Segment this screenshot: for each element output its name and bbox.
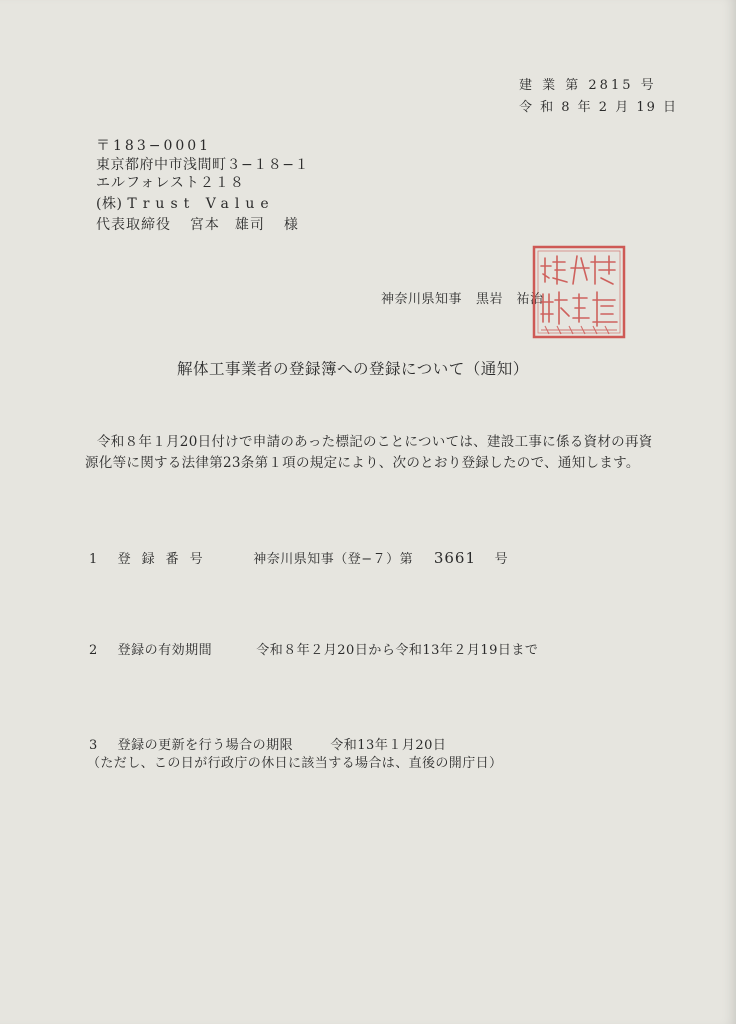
company-name: Trust Value [127,196,275,212]
issuer-name: 黒岩 祐治 [476,292,544,307]
item1-label: 登録番号 [117,552,214,567]
document-number: 建 業 第 2815 号 [519,78,657,93]
document-date: 令 和 8 年 2 月 19 日 [519,100,679,115]
official-seal-icon [531,244,627,340]
recipient-company [96,193,275,213]
issuer-title: 神奈川県知事 [381,292,463,307]
recipient-address-line2: エルフォレスト２１８ [96,175,245,191]
item3-note: （ただし、この日が行政庁の休日に該当する場合は、直後の開庁日） [87,756,503,771]
item-registration-number [89,548,508,567]
item3-value: 令和13年１月20日 [330,738,447,753]
item3-label: 登録の更新を行う場合の期限 [117,738,294,753]
item1-number: 1 [89,552,98,567]
item-renewal-deadline [89,734,446,753]
issuer [381,288,544,307]
registration-number: 3661 [433,549,477,567]
item2-label: 登録の有効期間 [117,643,213,658]
honorific: 様 [283,217,299,233]
document-body: 令和８年１月20日付けで申請のあった標記のことについては、建設工事に係る資材の再資源化等に関する法律第23条第１項の規定により、次のとおり登録したので、通知します。 [85,434,653,471]
document-subject: 解体工事業者の登録簿への登録について（通知） [177,360,529,378]
company-prefix: (株) [96,196,123,212]
item3-number: 3 [89,738,98,753]
recipient-representative [96,214,299,234]
item2-value: 令和８年２月20日から令和13年２月19日まで [256,643,539,658]
rep-title: 代表取締役 [96,217,171,233]
rep-name: 宮本 雄司 [189,217,265,233]
item1-value-prefix: 神奈川県知事（登−７）第 [253,552,414,567]
item1-value-suffix: 号 [494,552,509,567]
recipient-postal-code: 〒183−0001 [96,138,212,154]
recipient-address-line1: 東京都府中市浅間町３−１８−１ [96,157,309,173]
item-validity-period [89,639,538,658]
item2-number: 2 [89,643,98,658]
